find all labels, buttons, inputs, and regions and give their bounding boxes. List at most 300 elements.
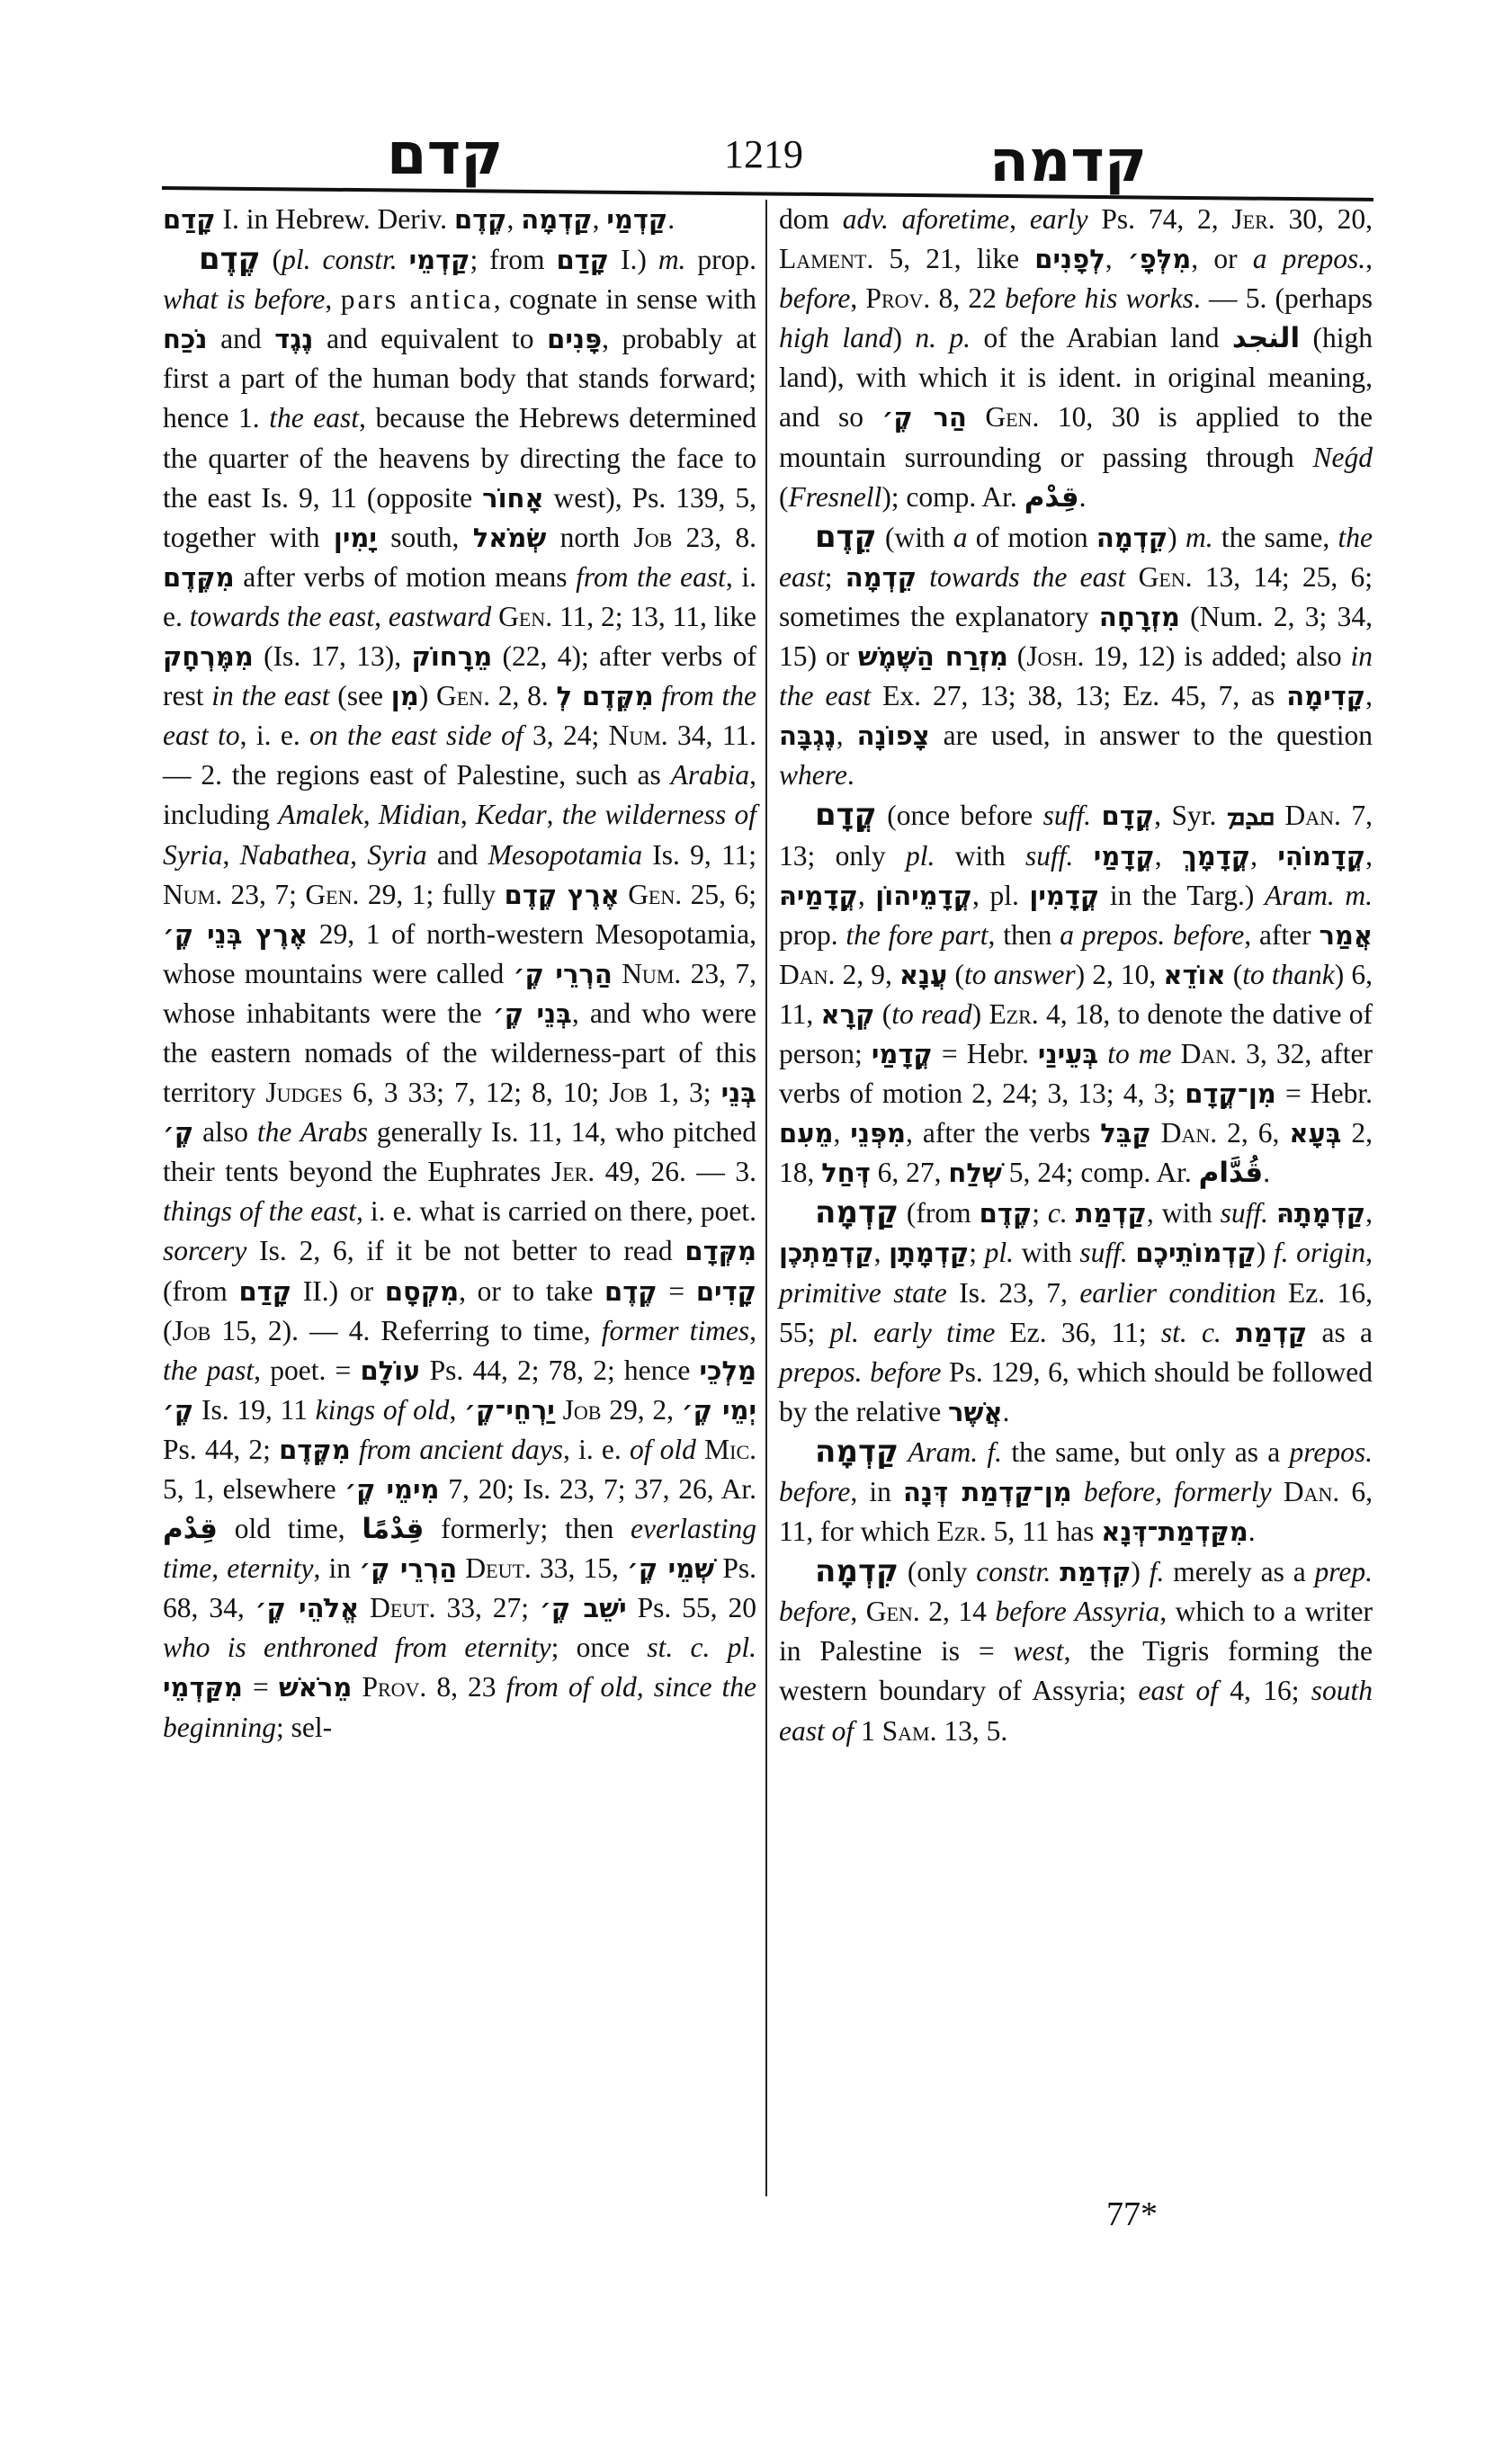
hebrew-word: קֳדָמָךְ <box>1181 840 1251 872</box>
text-run: (from <box>899 1197 980 1229</box>
text-run: . 4, 18, to denote the dative of person; <box>779 997 1373 1069</box>
text-run: to answer <box>964 958 1076 990</box>
text-run: Prov <box>362 1671 420 1703</box>
hebrew-word: קָדַם <box>556 245 610 276</box>
dictionary-entry <box>779 1193 1373 1432</box>
hebrew-word: קֳדָמֵיהוֹן <box>875 880 973 911</box>
text-run: , <box>374 600 389 632</box>
text-run: old time, <box>217 1513 362 1545</box>
text-run: Dan <box>1284 800 1334 832</box>
text-run: things of the east <box>163 1195 356 1228</box>
text-run: st. c. <box>1160 1316 1221 1348</box>
text-run: after verbs of motion means <box>234 560 577 593</box>
text-run: ( <box>260 244 282 276</box>
hebrew-word: הַרְרֵי קֶ׳ <box>513 958 613 989</box>
text-run: Ez. 36, 11; <box>995 1316 1161 1348</box>
text-run: , pl. <box>972 879 1030 911</box>
hebrew-word: עֲנָא <box>899 959 948 990</box>
hebrew-word: קַדְמַתְכֶן <box>779 1238 874 1269</box>
page-number: 1219 <box>724 132 803 176</box>
hebrew-word: מִלְּפָ׳ <box>1127 244 1192 275</box>
text-run: , i. e. <box>239 720 310 752</box>
text-run: (Num. 2, 3; 34, 15) or <box>779 600 1373 673</box>
hebrew-word: מִזְרָחָה <box>1098 601 1180 632</box>
text-run: Amalek <box>278 799 363 831</box>
text-run: ( <box>779 480 789 513</box>
text-run <box>1172 1038 1181 1069</box>
column-divider <box>765 200 767 2196</box>
text-run: Jer <box>550 1156 588 1188</box>
text-run: ; once <box>550 1632 648 1664</box>
text-run: (once before <box>876 800 1043 832</box>
text-run: , <box>222 838 240 871</box>
text-run: a prepos. before <box>1060 918 1245 951</box>
text-run: , poet. = <box>254 1354 361 1386</box>
hebrew-word: אֶרֶץ בְּנֵי קֶ׳ <box>163 918 309 950</box>
text-run: . 23, 7; <box>215 878 306 910</box>
text-run: the east <box>779 521 1373 593</box>
text-run: on the east side of <box>309 720 523 752</box>
text-run <box>1098 1038 1107 1069</box>
text-run: . 13, 14; 25, 6; sometimes the explanatory <box>779 560 1373 632</box>
text-run: Aram. m. <box>1264 879 1373 911</box>
text-run: before <box>779 282 851 315</box>
hebrew-word: הַר קֶ׳ <box>881 402 967 434</box>
text-run: , <box>1365 1197 1373 1229</box>
text-run: = <box>242 1671 279 1703</box>
text-run <box>555 1394 563 1426</box>
hebrew-word: שְׂמֹאל <box>472 522 547 553</box>
text-run: . 6, 11, for which <box>779 1476 1373 1548</box>
text-run: with <box>935 839 1026 872</box>
text-run: Gen <box>628 878 675 910</box>
text-run: 7, 20; Is. 23, 7; 37, 26, Ar. <box>439 1473 756 1505</box>
text-run: , including <box>163 759 756 831</box>
text-run: Gen <box>1138 560 1185 593</box>
text-run: the wilderness of Syria <box>163 799 756 871</box>
text-run: Is. 19, 11 <box>193 1393 316 1426</box>
text-run: ) <box>971 997 989 1030</box>
text-run: ) <box>1256 1237 1274 1269</box>
hebrew-word: מַלְכֵי קֶ׳ <box>163 1355 756 1426</box>
text-run: suff. <box>1079 1237 1128 1269</box>
text-run: former times <box>601 1314 750 1346</box>
hebrew-word: צָפוֹנָה <box>856 720 930 752</box>
text-run: kings of old <box>315 1393 450 1426</box>
text-run: ) <box>1168 521 1185 553</box>
text-run: , <box>1105 243 1128 275</box>
text-run <box>1051 1556 1060 1587</box>
hebrew-word: מִפְּנֵי <box>850 1118 907 1149</box>
text-run: Mesopotamia <box>488 838 643 871</box>
hebrew-word: מִימֵי קֶ׳ <box>344 1474 440 1505</box>
text-run <box>491 601 498 632</box>
text-run: , then <box>988 918 1060 951</box>
text-run: in the east <box>211 680 330 712</box>
hebrew-word: קֳדָמוֹהִי <box>1277 840 1366 872</box>
right-column <box>779 200 1373 1751</box>
text-run: Josh <box>1026 640 1078 673</box>
text-run: . 11, 2; 13, 11, like <box>545 600 757 632</box>
hebrew-word: קַדְמַי <box>606 204 668 235</box>
hebrew-word: דְּחַל <box>821 1158 871 1189</box>
hebrew-word: לְפָנִים <box>1034 244 1105 275</box>
text-run <box>1072 1476 1084 1507</box>
text-run: 29, 1 of north-western Mesopotamia, whose mountains were called <box>163 917 757 989</box>
text-run: 3, 24; <box>523 720 609 752</box>
hebrew-word: מֵרָחוֹק <box>411 641 493 673</box>
hebrew-word: מִקַּדְמֵי <box>163 1672 243 1703</box>
text-run: before Assyria <box>995 1596 1160 1628</box>
hebrew-word: קַדְמוֹתֵיכֶם <box>1135 1238 1257 1269</box>
text-run: , <box>850 282 866 315</box>
text-run: . 33, 27; <box>428 1592 540 1624</box>
text-run: 4, 16; <box>1218 1675 1311 1707</box>
text-run: Is. 9, 11; <box>642 838 757 871</box>
text-run: Job <box>633 521 673 553</box>
dictionary-entry <box>779 1551 1373 1750</box>
text-run: , <box>850 1596 866 1628</box>
text-run: , i. e. <box>563 1433 630 1465</box>
hebrew-word: קַדְמַת <box>1236 1317 1308 1348</box>
hebrew-word: קָדַם <box>238 1275 292 1307</box>
hebrew-word: מִן־קֳדָם <box>1185 1078 1276 1110</box>
text-run: Judges <box>265 1077 343 1109</box>
text-run: 1, 3; <box>648 1077 721 1109</box>
text-run: , in <box>850 1476 903 1507</box>
text-run: 6, 27, <box>870 1157 949 1189</box>
text-run: Job <box>562 1393 602 1426</box>
text-run: , or <box>1191 243 1253 275</box>
text-run: towards the east <box>929 560 1126 593</box>
hebrew-word: אֲמַר <box>1319 919 1373 951</box>
text-run: Job <box>172 1314 211 1346</box>
text-run: pl. early time <box>829 1316 996 1348</box>
text-run: . <box>1248 1516 1256 1548</box>
hebrew-word: נֶגְבָּה <box>779 720 837 752</box>
text-run: , Syr. <box>1154 800 1227 832</box>
running-head-right: קדמה <box>989 129 1148 195</box>
text-run: ) <box>892 322 916 354</box>
hebrew-word: קַבֵּל <box>1100 1118 1151 1149</box>
text-run: where <box>779 759 847 791</box>
text-run: , <box>1365 243 1373 275</box>
text-run: constr. <box>976 1556 1051 1588</box>
text-run <box>1268 1197 1276 1229</box>
text-run <box>899 1436 908 1468</box>
text-run: Ezr <box>989 997 1032 1030</box>
text-run: (22, 4); after verbs of rest <box>163 640 756 712</box>
text-run: . 13, 5. <box>929 1714 1008 1747</box>
text-run: = Hebr. <box>1275 1077 1373 1110</box>
arabic-word: ܩܕܡ <box>1226 800 1275 833</box>
text-run: = Hebr. <box>932 1037 1038 1069</box>
text-run: f. origin <box>1273 1237 1366 1269</box>
text-run: 6, 3 33; 7, 12; 8, 10; <box>342 1077 610 1109</box>
text-run: from of old, since the beginning <box>163 1671 757 1743</box>
text-run: Prov <box>865 282 924 315</box>
hebrew-word: מִקֶּדֶם <box>163 561 235 593</box>
arabic-word: قِدْمًا <box>362 1513 425 1546</box>
hebrew-word: בְּנֵי קֶ׳ <box>492 997 572 1029</box>
text-run: suff. <box>1042 800 1091 832</box>
text-run: pl. constr. <box>282 244 398 276</box>
text-run: who is enthroned from eternity <box>163 1632 551 1664</box>
text-run <box>917 561 929 593</box>
text-run: of the Arabian land <box>971 322 1232 354</box>
text-run: Ex. 27, 13; 38, 13; Ez. 45, 7, as <box>871 680 1287 712</box>
text-run: , in <box>313 1552 360 1585</box>
text-run: . 10, 30 is applied to the mountain surrounding or passing through <box>779 401 1373 473</box>
text-run: Neǵd <box>1312 441 1373 473</box>
text-run: ) 6, 11, <box>779 958 1373 1030</box>
text-run: . 23, 7, whose inhabitants were the <box>163 957 757 1029</box>
text-run: . <box>846 759 854 791</box>
text-run: the Arabs <box>256 1116 368 1149</box>
text-run: dom <box>779 203 843 235</box>
text-run: , <box>749 1314 756 1346</box>
text-run: west), Ps. 139, 5, together with <box>163 481 756 553</box>
hebrew-word: קְרָא <box>820 998 875 1030</box>
text-run: with <box>1014 1237 1080 1269</box>
text-run: I.) <box>609 244 658 276</box>
hebrew-word: אֲשֶׁר <box>948 1396 1003 1427</box>
text-run: , <box>506 203 522 235</box>
text-run: prepos. before <box>779 1355 942 1388</box>
text-run: 29, 2, <box>601 1393 682 1426</box>
text-run: Jer <box>1231 203 1268 235</box>
hebrew-word: מִקֶּדֶם <box>279 1434 351 1465</box>
hebrew-word: נֶגֶד <box>274 324 314 355</box>
hebrew-word: קֵדְמָה <box>1096 522 1168 553</box>
text-run: Gen <box>865 1596 913 1628</box>
text-run: Midian <box>378 799 461 831</box>
text-run: , the Tigris forming the western boundary of Assyria; <box>779 1635 1373 1707</box>
hebrew-word: הַרְרֵי קֶ׳ <box>359 1553 458 1585</box>
hebrew-word: קַדְמָה <box>521 204 593 235</box>
text-run: . 25, 6; <box>675 878 756 910</box>
text-run: . 30, 20, <box>1267 203 1373 235</box>
text-run: Nabathea <box>239 838 351 871</box>
text-run: ; <box>1032 1197 1048 1229</box>
text-run: Mic <box>704 1433 750 1465</box>
text-run: in the Targ.) <box>1099 879 1265 911</box>
text-run: and equivalent to <box>313 323 548 355</box>
hebrew-word: אָחוֹר <box>482 482 544 514</box>
text-run: prep. before <box>779 1556 1373 1628</box>
text-run: eternity <box>227 1552 314 1585</box>
hebrew-word: קַדְמָתָן <box>889 1238 970 1269</box>
text-run: primitive state <box>779 1276 947 1309</box>
hebrew-word: קֳדָם <box>815 797 877 834</box>
hebrew-word: קֶדֶם <box>979 1198 1033 1229</box>
hebrew-word: קַדְמָה <box>815 1433 899 1470</box>
text-run: ; from <box>470 244 557 276</box>
text-run: (with <box>876 521 953 553</box>
text-run: , <box>211 1552 228 1585</box>
text-run <box>398 244 409 275</box>
hebrew-word: קֳדָמַיהּ <box>779 880 858 911</box>
hebrew-word: קֳדָמַי <box>871 1038 933 1069</box>
text-run: , after <box>1244 918 1320 951</box>
hebrew-word: יַרְחֵי־קֶ׳ <box>464 1394 555 1426</box>
text-run: the same, but only as a <box>1002 1435 1290 1468</box>
text-run <box>1221 1317 1236 1348</box>
text-run <box>1125 561 1138 593</box>
text-run: sorcery <box>163 1235 247 1267</box>
text-run <box>967 401 986 433</box>
text-run: , <box>1250 839 1278 872</box>
hebrew-word: בְּנֵי קֶ׳ <box>163 1077 756 1149</box>
text-run: n. p. <box>915 322 971 354</box>
text-run: east of <box>1138 1675 1219 1707</box>
hebrew-word: עוֹלָם <box>360 1355 421 1386</box>
signature-mark: 77* <box>1106 2195 1158 2233</box>
text-run: ); comp. Ar. <box>881 480 1024 513</box>
text-run: high land <box>779 322 893 354</box>
text-run: . 5, 11 has <box>979 1516 1102 1548</box>
hebrew-word: קָדִים <box>695 1275 756 1307</box>
text-run: Num <box>608 720 661 752</box>
text-run: south, <box>376 521 473 553</box>
hebrew-word: קֵדְמָה <box>845 561 917 593</box>
text-run: pl. <box>905 839 935 872</box>
entry-continuation <box>779 200 1373 517</box>
text-run: ; <box>824 560 845 593</box>
hebrew-word: מִקְסָם <box>384 1275 460 1307</box>
text-run: Dan <box>1160 1117 1211 1149</box>
text-run: 2, 18, <box>779 1117 1373 1189</box>
text-run: , <box>857 879 876 911</box>
text-run: , <box>325 283 341 316</box>
text-run: the fore part <box>845 918 989 951</box>
text-run: (high land), with which it is ident. in original meaning, and so <box>779 322 1373 434</box>
text-run: generally Is. 11, 14, who pitched their tents beyond the Euphrates <box>163 1116 756 1188</box>
text-run: what is before <box>163 283 326 316</box>
hebrew-word: בְּעָא <box>1289 1118 1342 1149</box>
text-run: m. <box>1185 521 1213 553</box>
hebrew-word: קֶדֶם <box>604 1275 658 1307</box>
dictionary-entry <box>163 239 756 1748</box>
text-run: Gen <box>985 401 1033 434</box>
text-run: . <box>1263 1157 1271 1189</box>
dictionary-entry <box>779 517 1373 796</box>
hebrew-word: מִן־קַדְמַת דְּנָה <box>903 1477 1072 1507</box>
text-run: a <box>953 521 968 553</box>
hebrew-word: מֵעִם <box>779 1118 834 1149</box>
text-run: ) <box>418 680 436 712</box>
text-run: in the east <box>779 640 1373 712</box>
text-run: ( <box>1225 958 1243 990</box>
hebrew-word: מִקַּדְמַת־דְּנָא <box>1101 1516 1248 1548</box>
hebrew-word: קָדַם <box>163 204 216 235</box>
text-run: (only <box>899 1556 977 1588</box>
text-run: . 7, 13; only <box>779 800 1373 872</box>
text-run: , and who were the eastern nomads of the wilderness-part of this territory <box>163 997 756 1109</box>
text-run: earlier condition <box>1079 1276 1276 1309</box>
dictionary-entry <box>779 1432 1373 1551</box>
text-run: , <box>362 799 379 831</box>
text-run: prop. <box>685 244 757 276</box>
text-run: , <box>1365 839 1373 872</box>
text-run: to thank <box>1242 958 1335 990</box>
text-run: a prepos. <box>1252 243 1366 275</box>
hebrew-word: בְּעֵינַי <box>1037 1038 1099 1069</box>
text-run: Ps. 74, 2, <box>1087 203 1232 235</box>
hebrew-word: קַדְמָתָהּ <box>1275 1198 1366 1229</box>
text-run: Ps. 44, 2; 78, 2; hence <box>420 1354 700 1386</box>
text-run <box>696 1434 704 1465</box>
text-run: , <box>449 1393 465 1426</box>
text-run: 23, 8. <box>672 521 756 553</box>
text-run: the past <box>163 1354 255 1386</box>
text-run: . 3, 32, after verbs of motion 2, 24; 3, 13; 4, 3; <box>779 1037 1373 1110</box>
text-run: . 5, 21, like <box>866 243 1035 275</box>
text-run: , <box>592 203 607 235</box>
text-run: Gen <box>435 680 484 712</box>
hebrew-word: קֳדָמִין <box>1029 880 1100 911</box>
text-run: adv. aforetime <box>842 203 1010 235</box>
hebrew-word: נֹכַח <box>163 324 208 355</box>
text-run: . 34, 11. — 2. the regions east of Palestine, such as <box>163 720 756 791</box>
text-run: Arabia <box>670 759 750 791</box>
text-run: as a <box>1307 1316 1373 1348</box>
hebrew-word: קִדְמָה <box>815 1553 899 1590</box>
hebrew-word: שְׁמֵי קֶ׳ <box>627 1553 715 1585</box>
hebrew-word: שְׁלַח <box>948 1158 1002 1189</box>
dictionary-entry <box>779 795 1373 1193</box>
text-run: Kedar <box>475 799 547 831</box>
text-run: , probably at first a part of the human body that stands forward; hence 1. <box>163 323 756 434</box>
text-run <box>1068 1197 1076 1229</box>
hebrew-word: מִמֶּרְחָק <box>163 641 254 673</box>
text-run: Fresnell <box>788 480 882 513</box>
text-run: suff. <box>1220 1197 1269 1229</box>
arabic-word: قِدْم <box>163 1513 218 1546</box>
text-run: 15, 2). — 4. Referring to time, <box>210 1314 602 1346</box>
text-run: Dan <box>1283 1476 1333 1507</box>
text-run: prepos. before <box>779 1435 1373 1507</box>
text-run: , i. e. what is carried on there, poet. <box>355 1195 756 1228</box>
text-run: prop. <box>779 918 846 951</box>
hebrew-word: קַדְמָה <box>815 1194 899 1231</box>
text-run: Ps. 129, 6, which should be followed by the relative <box>779 1355 1373 1427</box>
hebrew-word: מִקְּדָם <box>684 1236 756 1267</box>
text-run: , i. e. <box>163 560 756 632</box>
text-run: . <box>1078 480 1087 513</box>
text-run: , which to a writer in Palestine is = <box>779 1596 1373 1668</box>
text-run: Gen <box>498 600 546 632</box>
text-run: 5, 24; comp. Ar. <box>1001 1157 1199 1189</box>
text-run: ; <box>969 1237 985 1269</box>
text-run: , because the Hebrews determined the quarter of the heavens by directing the face to the east Is. 9, 11 (opposite <box>163 402 756 514</box>
text-run: , <box>1365 680 1373 712</box>
entry-continuation <box>163 200 756 239</box>
text-run: = <box>657 1274 696 1307</box>
text-run: , <box>460 799 476 831</box>
text-run: Lament <box>779 243 867 275</box>
text-run: ( <box>1007 640 1027 673</box>
text-run: . 2, 6, <box>1210 1117 1290 1149</box>
text-run: f. <box>1149 1556 1165 1588</box>
text-run: Sam <box>881 1714 930 1747</box>
text-run: and <box>426 838 488 871</box>
text-run: Aram. f. <box>908 1435 1003 1468</box>
text-run: st. c. pl. <box>647 1632 757 1664</box>
text-run: pl. <box>984 1237 1015 1269</box>
text-run: Dan <box>1180 1037 1230 1069</box>
text-run: . 5, 1, elsewhere <box>163 1433 756 1505</box>
